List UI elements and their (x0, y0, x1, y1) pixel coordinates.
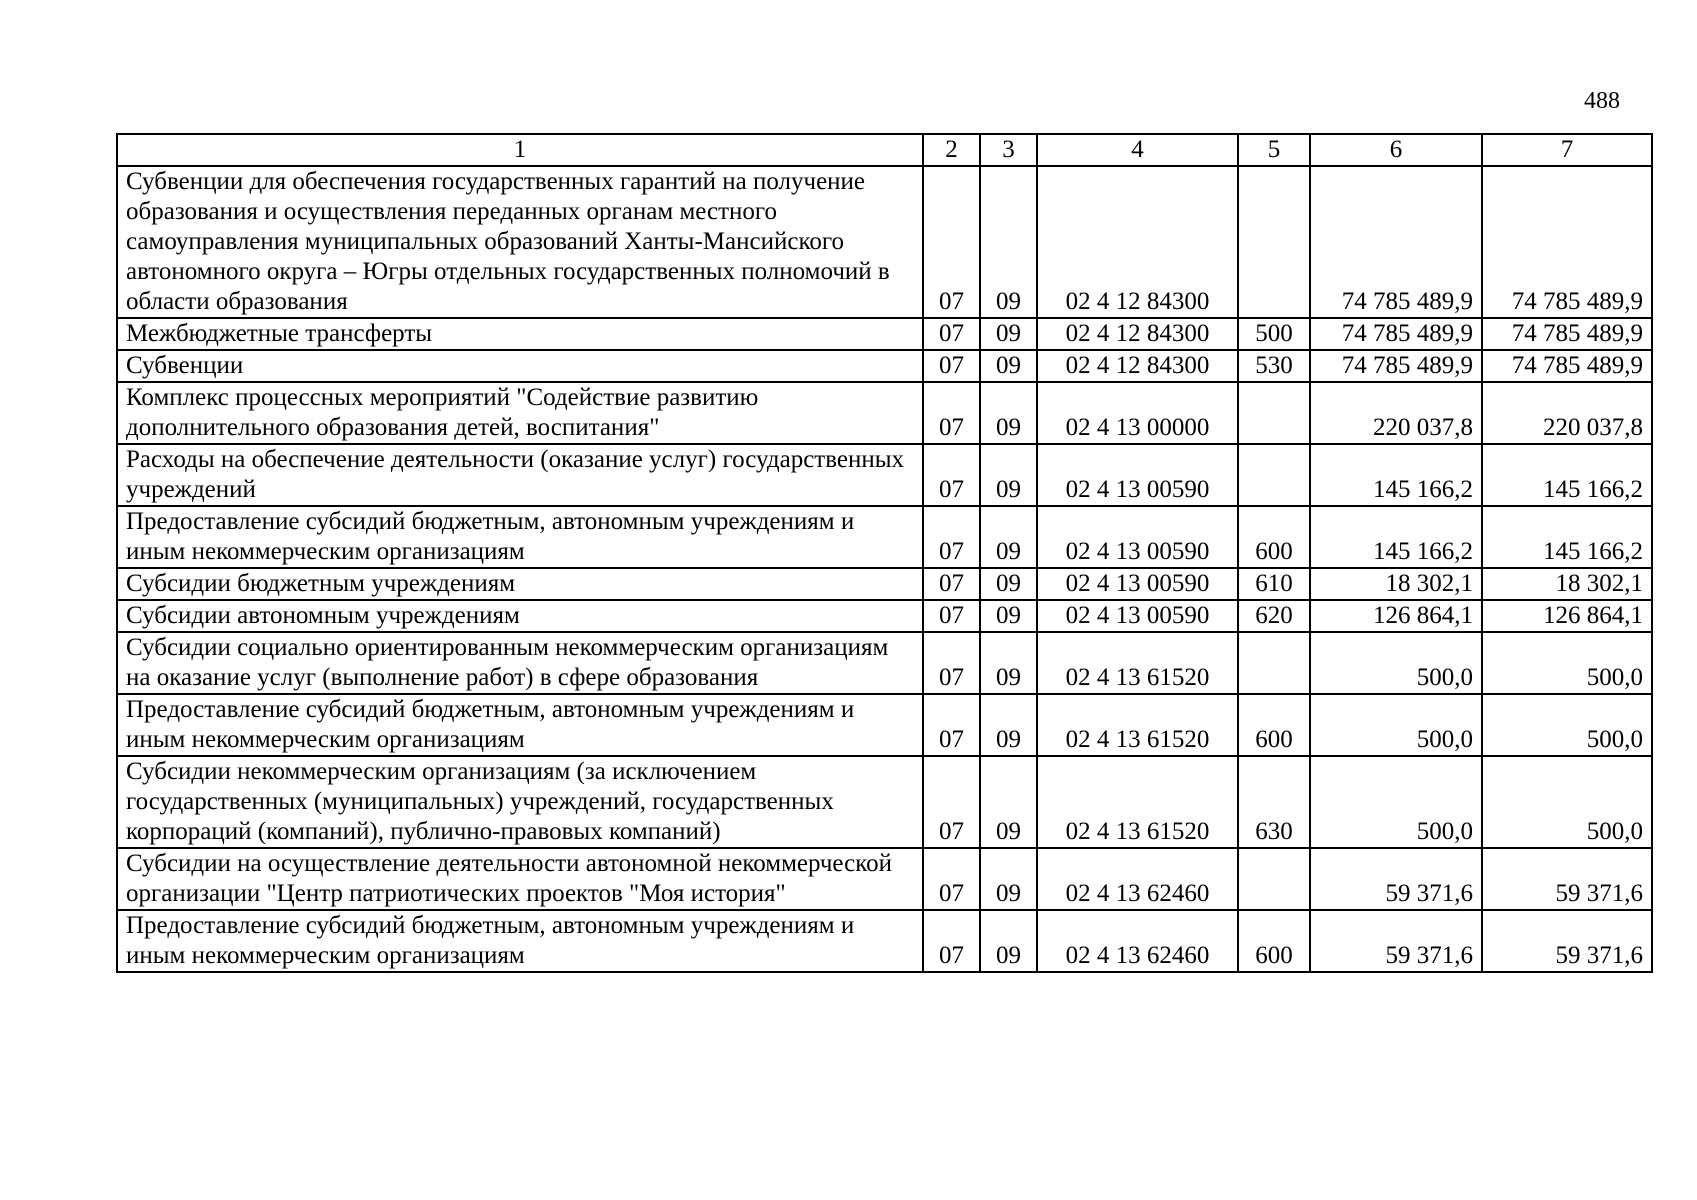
target-article-cell: 02 4 13 00590 (1037, 568, 1238, 600)
target-article-cell: 02 4 13 00590 (1037, 600, 1238, 632)
section-code-cell: 07 (923, 694, 980, 756)
amount-col7-cell: 59 371,6 (1482, 910, 1652, 972)
expense-name-cell: Субвенции для обеспечения государственных гарантий на получение образования и осуществления переданных органам местного самоуправления муниципальных образований Ханты-Мансийского автономного округа – Югры отдельных государственных полномочий в области образования (117, 166, 923, 318)
column-header: 5 (1238, 134, 1310, 166)
amount-col7-cell: 126 864,1 (1482, 600, 1652, 632)
subsection-code-cell: 09 (980, 694, 1037, 756)
table-row (117, 600, 1652, 632)
expense-type-cell: 500 (1238, 318, 1310, 350)
target-article-cell: 02 4 13 61520 (1037, 756, 1238, 848)
expense-type-cell: 600 (1238, 910, 1310, 972)
amount-col6-cell: 74 785 489,9 (1310, 318, 1482, 350)
amount-col7-cell: 18 302,1 (1482, 568, 1652, 600)
amount-col7-cell: 500,0 (1482, 632, 1652, 694)
amount-col6-cell: 59 371,6 (1310, 848, 1482, 910)
target-article-cell: 02 4 12 84300 (1037, 350, 1238, 382)
target-article-cell: 02 4 13 62460 (1037, 910, 1238, 972)
section-code-cell: 07 (923, 632, 980, 694)
column-header: 7 (1482, 134, 1652, 166)
amount-col7-cell: 220 037,8 (1482, 382, 1652, 444)
column-number-header-row (117, 134, 1652, 166)
expense-name-cell: Субсидии на осуществление деятельности автономной некоммерческой организации "Центр патриотических проектов "Моя история" (117, 848, 923, 910)
expense-type-cell (1238, 848, 1310, 910)
table-row (117, 632, 1652, 694)
table-row (117, 910, 1652, 972)
amount-col6-cell: 145 166,2 (1310, 506, 1482, 568)
table-row (117, 382, 1652, 444)
expense-type-cell (1238, 382, 1310, 444)
section-code-cell: 07 (923, 910, 980, 972)
expense-name-cell: Субсидии бюджетным учреждениям (117, 568, 923, 600)
column-header: 3 (980, 134, 1037, 166)
target-article-cell: 02 4 13 61520 (1037, 632, 1238, 694)
target-article-cell: 02 4 12 84300 (1037, 318, 1238, 350)
subsection-code-cell: 09 (980, 166, 1037, 318)
amount-col7-cell: 74 785 489,9 (1482, 318, 1652, 350)
column-header: 2 (923, 134, 980, 166)
target-article-cell: 02 4 13 00590 (1037, 444, 1238, 506)
subsection-code-cell: 09 (980, 318, 1037, 350)
table-row (117, 694, 1652, 756)
section-code-cell: 07 (923, 756, 980, 848)
amount-col6-cell: 74 785 489,9 (1310, 350, 1482, 382)
amount-col6-cell: 500,0 (1310, 632, 1482, 694)
expense-type-cell (1238, 632, 1310, 694)
column-header: 6 (1310, 134, 1482, 166)
expense-type-cell: 600 (1238, 506, 1310, 568)
subsection-code-cell: 09 (980, 600, 1037, 632)
expense-type-cell: 530 (1238, 350, 1310, 382)
subsection-code-cell: 09 (980, 382, 1037, 444)
section-code-cell: 07 (923, 568, 980, 600)
section-code-cell: 07 (923, 382, 980, 444)
expense-type-cell: 620 (1238, 600, 1310, 632)
table-row (117, 444, 1652, 506)
subsection-code-cell: 09 (980, 568, 1037, 600)
table-row (117, 350, 1652, 382)
amount-col7-cell: 145 166,2 (1482, 444, 1652, 506)
expense-name-cell: Расходы на обеспечение деятельности (оказание услуг) государственных учреждений (117, 444, 923, 506)
amount-col7-cell: 59 371,6 (1482, 848, 1652, 910)
target-article-cell: 02 4 13 00590 (1037, 506, 1238, 568)
amount-col6-cell: 126 864,1 (1310, 600, 1482, 632)
amount-col7-cell: 74 785 489,9 (1482, 350, 1652, 382)
column-header: 1 (117, 134, 923, 166)
section-code-cell: 07 (923, 444, 980, 506)
expense-name-cell: Межбюджетные трансферты (117, 318, 923, 350)
subsection-code-cell: 09 (980, 756, 1037, 848)
expense-name-cell: Комплекс процессных мероприятий "Содействие развитию дополнительного образования детей, воспитания" (117, 382, 923, 444)
expense-name-cell: Субсидии некоммерческим организациям (за исключением государственных (муниципальных) учреждений, государственных корпораций (компаний), публично-правовых компаний) (117, 756, 923, 848)
column-header: 4 (1037, 134, 1238, 166)
table-row (117, 506, 1652, 568)
expense-type-cell: 630 (1238, 756, 1310, 848)
subsection-code-cell: 09 (980, 444, 1037, 506)
amount-col6-cell: 145 166,2 (1310, 444, 1482, 506)
amount-col6-cell: 220 037,8 (1310, 382, 1482, 444)
amount-col6-cell: 74 785 489,9 (1310, 166, 1482, 318)
expense-type-cell: 600 (1238, 694, 1310, 756)
amount-col7-cell: 145 166,2 (1482, 506, 1652, 568)
budget-table (116, 133, 1653, 973)
amount-col6-cell: 500,0 (1310, 756, 1482, 848)
expense-type-cell (1238, 444, 1310, 506)
expense-type-cell (1238, 166, 1310, 318)
table-row (117, 166, 1652, 318)
expense-type-cell: 610 (1238, 568, 1310, 600)
table-body (117, 166, 1652, 972)
amount-col7-cell: 500,0 (1482, 756, 1652, 848)
section-code-cell: 07 (923, 506, 980, 568)
table-row (117, 756, 1652, 848)
expense-name-cell: Субсидии социально ориентированным некоммерческим организациям на оказание услуг (выполнение работ) в сфере образования (117, 632, 923, 694)
table-row (117, 568, 1652, 600)
subsection-code-cell: 09 (980, 506, 1037, 568)
amount-col7-cell: 500,0 (1482, 694, 1652, 756)
target-article-cell: 02 4 13 62460 (1037, 848, 1238, 910)
section-code-cell: 07 (923, 600, 980, 632)
subsection-code-cell: 09 (980, 848, 1037, 910)
amount-col6-cell: 500,0 (1310, 694, 1482, 756)
section-code-cell: 07 (923, 318, 980, 350)
expense-name-cell: Предоставление субсидий бюджетным, автономным учреждениям и иным некоммерческим организациям (117, 910, 923, 972)
subsection-code-cell: 09 (980, 910, 1037, 972)
expense-name-cell: Субсидии автономным учреждениям (117, 600, 923, 632)
amount-col6-cell: 59 371,6 (1310, 910, 1482, 972)
amount-col6-cell: 18 302,1 (1310, 568, 1482, 600)
table-row (117, 318, 1652, 350)
amount-col7-cell: 74 785 489,9 (1482, 166, 1652, 318)
section-code-cell: 07 (923, 350, 980, 382)
expense-name-cell: Предоставление субсидий бюджетным, автономным учреждениям и иным некоммерческим организациям (117, 506, 923, 568)
page-number: 488 (1584, 88, 1620, 114)
expense-name-cell: Предоставление субсидий бюджетным, автономным учреждениям и иным некоммерческим организациям (117, 694, 923, 756)
section-code-cell: 07 (923, 848, 980, 910)
target-article-cell: 02 4 13 61520 (1037, 694, 1238, 756)
section-code-cell: 07 (923, 166, 980, 318)
expense-name-cell: Субвенции (117, 350, 923, 382)
target-article-cell: 02 4 13 00000 (1037, 382, 1238, 444)
subsection-code-cell: 09 (980, 632, 1037, 694)
target-article-cell: 02 4 12 84300 (1037, 166, 1238, 318)
subsection-code-cell: 09 (980, 350, 1037, 382)
table-row (117, 848, 1652, 910)
